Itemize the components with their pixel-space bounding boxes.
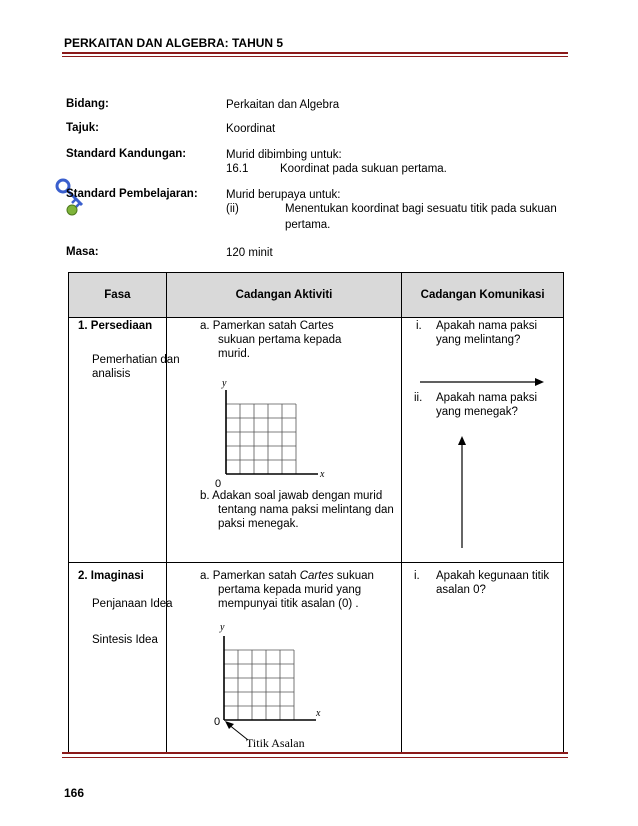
row1-fasa-title-text: 1. Persediaan (78, 320, 153, 332)
row1-activity-a-line1: a. Pamerkan satah Cartes (200, 320, 334, 332)
row1-activity-b-line1: b. Adakan soal jawab dengan murid (200, 490, 383, 502)
axis-y-label-2: y (220, 622, 225, 633)
titik-asalan-callout: Titik Asalan (246, 736, 305, 750)
origin-label-1: 0 (215, 478, 222, 490)
horizontal-arrow-icon (420, 344, 544, 388)
page-number: 166 (64, 786, 85, 800)
row1-activity-b-line2: tentang nama paksi melintang dan (218, 504, 394, 516)
row2-fasa-sub1: Penjanaan Idea (92, 598, 173, 610)
header-rule-thin (62, 56, 568, 57)
standard-kandungan-label: Standard Kandungan: (66, 148, 187, 160)
row2-activity-a-pre: a. Pamerkan satah (200, 570, 300, 582)
header-rule (62, 52, 568, 54)
footer-rule (62, 752, 568, 754)
row2-kom-i-line1: Apakah kegunaan titik (436, 570, 550, 582)
tajuk-value: Koordinat (226, 123, 276, 135)
axis-x-label-2: x (316, 708, 321, 719)
tajuk-label: Tajuk: (66, 122, 100, 134)
row2-fasa-cell (69, 563, 167, 754)
standard-kandungan-line1: Murid dibimbing untuk: (226, 149, 342, 161)
standard-kandungan-num: 16.1 (226, 163, 249, 175)
origin-label-2: 0 (214, 716, 221, 728)
row2-kom-i-num: i. (414, 570, 420, 582)
row2-kom-i-line2: asalan 0? (436, 584, 486, 596)
cartesian-plane-2 (208, 620, 338, 750)
row1-kom-i-line2: yang melintang? (436, 334, 521, 346)
row1-fasa-sub2-text: analisis (92, 368, 131, 380)
row1-activity-b-line3: paksi menegak. (218, 518, 299, 530)
row1-kom-ii-line2: yang menegak? (436, 406, 518, 418)
row1-activity-a-line2: sukuan pertama kepada (218, 334, 342, 346)
table-header-row (69, 273, 564, 318)
header-fasa: Fasa (69, 273, 167, 318)
standard-pembelajaran-text: Menentukan koordinat bagi sesuatu titik pada sukuan (285, 203, 557, 215)
masa-label: Masa: (66, 246, 99, 258)
row1-kom-i-num: i. (416, 320, 422, 332)
axis-y-label-1: y (222, 378, 227, 389)
row2-activity-a-line2: pertama kepada murid yang (218, 584, 362, 596)
row1-activity-a-line3: murid. (218, 348, 250, 360)
row2-fasa-sub2: Sintesis Idea (92, 634, 158, 646)
footer-rule-thin (62, 757, 568, 758)
standard-pembelajaran-text-cont: pertama. (285, 219, 331, 231)
row2-activity-a-line1 (200, 570, 374, 582)
standard-kandungan-text: Koordinat pada sukuan pertama. (280, 163, 447, 175)
row1-fasa-sub1-text: Pemerhatian dan (92, 354, 180, 366)
row2-activity-a-em: Cartes (299, 570, 334, 582)
header-cadangan-aktiviti: Cadangan Aktiviti (166, 273, 401, 318)
masa-value: 120 minit (226, 247, 273, 259)
axis-x-label-1: x (320, 469, 325, 480)
header-cadangan-komunikasi: Cadangan Komunikasi (402, 273, 564, 318)
row1-kom-ii-line1: Apakah nama paksi (436, 392, 538, 404)
row1-kom-i-line1: Apakah nama paksi (436, 320, 538, 332)
row2-activity-a-post: sukuan (333, 570, 374, 582)
standard-pembelajaran-label: Standard Pembelajaran: (66, 188, 198, 200)
standard-pembelajaran-num: (ii) (226, 203, 239, 215)
bidang-label: Bidang: (66, 98, 109, 110)
page-header-title: PERKAITAN DAN ALGEBRA: TAHUN 5 (64, 36, 284, 50)
vertical-arrow-icon (454, 436, 470, 548)
bidang-value: Perkaitan dan Algebra (226, 99, 340, 111)
row2-fasa-title: 2. Imaginasi (78, 570, 144, 582)
standard-pembelajaran-line1: Murid berupaya untuk: (226, 189, 341, 201)
row2-activity-a-line3: mempunyai titik asalan (0) . (218, 598, 359, 610)
row1-kom-ii-num: ii. (414, 392, 423, 404)
